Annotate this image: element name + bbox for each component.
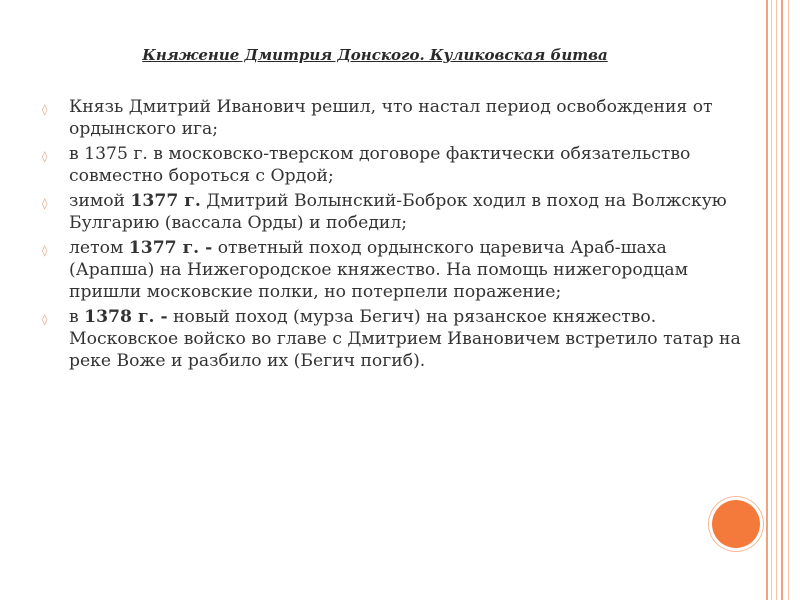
decorative-frame-line [766, 0, 768, 600]
item-text-post: новый поход (мурза Бегич) на рязанское княжество. Московское войско во главе с Дмитрием Ивановичем встретило татар на реке Воже и разбило их (Бегич погиб). [69, 307, 741, 371]
list-item [42, 237, 747, 303]
item-text: Князь Дмитрий Иванович решил, что настал период освобождения от ордынского ига; [69, 97, 713, 139]
item-year: 1377 г. [130, 191, 201, 211]
item-year: 1378 г. - [84, 307, 168, 327]
item-text-pre: в [69, 307, 85, 327]
diamond-outline-icon: ◊ [42, 150, 48, 163]
bullet-list [42, 96, 747, 375]
list-item [42, 190, 747, 234]
list-item [42, 143, 747, 187]
decorative-frame-line [776, 0, 777, 600]
item-text-post: ответный поход ордынского царевича Араб-шаха (Арапша) на Нижегородское княжество. На помощь нижегородцам пришли московские полки, но потерпели поражение; [69, 238, 689, 302]
decorative-frame-line [788, 0, 789, 600]
list-item [42, 306, 747, 372]
list-item [42, 96, 747, 140]
decorative-circle [712, 500, 760, 548]
item-text-pre: зимой [69, 191, 131, 211]
decorative-frame-line [781, 0, 783, 600]
slide-title: Княжение Дмитрия Донского. Куликовская битва [142, 46, 608, 64]
item-text-post: Дмитрий Волынский-Боброк ходил в поход на Волжскую Булгарию (вассала Орды) и победил; [69, 191, 727, 233]
diamond-outline-icon: ◊ [42, 244, 48, 257]
item-year: 1377 г. - [128, 238, 213, 258]
decorative-frame-line [771, 0, 772, 600]
item-text-pre: летом [69, 238, 129, 258]
diamond-outline-icon: ◊ [42, 313, 48, 326]
diamond-outline-icon: ◊ [42, 103, 48, 116]
item-text: в 1375 г. в московско-тверском договоре фактически обязательство совместно бороться с Ордой; [69, 144, 691, 186]
diamond-outline-icon: ◊ [42, 197, 48, 210]
